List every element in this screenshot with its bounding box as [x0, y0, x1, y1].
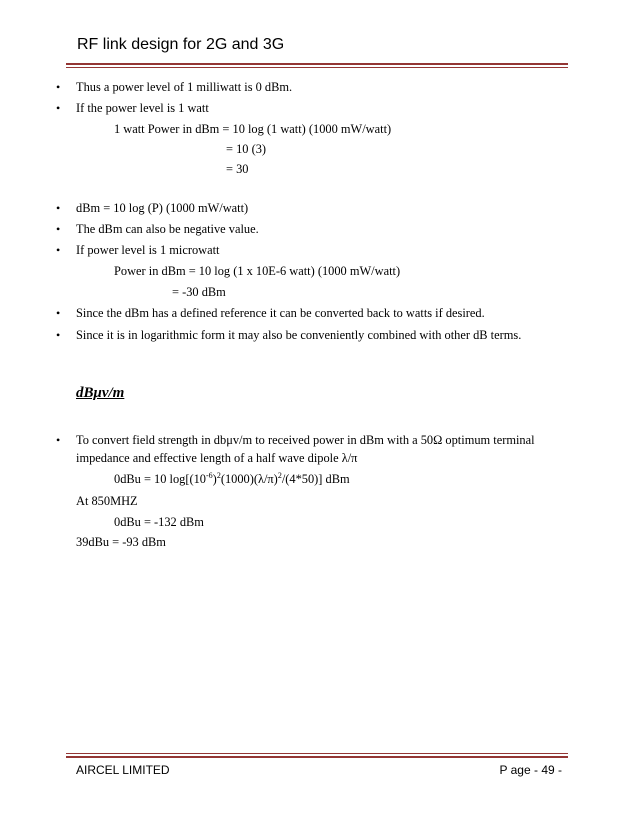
list-item-line1: To convert field strength in dbμv/m to received power in dBm with a 50Ω optimum terminal — [76, 433, 535, 447]
list-item-line2: impedance and effective length of a half wave dipole λ/π — [76, 451, 358, 465]
bullet-icon: • — [56, 101, 61, 115]
formula-part: (1000)(λ/π) — [220, 472, 278, 486]
bullet-icon: • — [56, 222, 61, 236]
list-item: Since it is in logarithmic form it may also be conveniently combined with other dB terms. — [76, 328, 522, 342]
equation-line: = 30 — [226, 162, 249, 176]
formula-part: ) — [212, 472, 217, 486]
list-item: Thus a power level of 1 milliwatt is 0 dBm. — [76, 80, 293, 94]
list-item: If the power level is 1 watt — [76, 101, 209, 115]
formula-part: /(4*50)] dBm — [281, 472, 350, 486]
footer-rule-thin — [66, 753, 568, 754]
equation-line: 1 watt Power in dBm = 10 log (1 watt) (1000 mW/watt) — [114, 122, 392, 136]
bullet-icon: • — [56, 306, 61, 320]
list-item: The dBm can also be negative value. — [76, 222, 259, 236]
formula-superscript: 2 — [216, 470, 221, 480]
equation-line: = -30 dBm — [172, 285, 226, 299]
equation-line: = 10 (3) — [226, 142, 267, 156]
equation-line: Power in dBm = 10 log (1 x 10E-6 watt) (1000 mW/watt) — [114, 264, 401, 278]
list-item: Since the dBm has a defined reference it can be converted back to watts if desired. — [76, 306, 485, 320]
bullet-icon: • — [56, 328, 61, 342]
result-line: 39dBu = -93 dBm — [76, 535, 166, 549]
list-item: If power level is 1 microwatt — [76, 243, 220, 257]
formula-superscript: 2 — [277, 470, 282, 480]
bullet-icon: • — [56, 80, 61, 94]
formula-part: 0dBu = 10 log[(10 — [114, 472, 206, 486]
list-item: dBm = 10 log (P) (1000 mW/watt) — [76, 201, 249, 215]
bullet-icon: • — [56, 243, 61, 257]
page-header-title: RF link design for 2G and 3G — [77, 36, 285, 53]
section-heading: dBμv/m — [76, 385, 125, 401]
formula-superscript: -6 — [206, 470, 213, 480]
footer-rule-thick — [66, 756, 568, 758]
header-rule-thick — [66, 63, 568, 65]
result-line: 0dBu = -132 dBm — [114, 515, 204, 529]
frequency-label: At 850MHZ — [76, 494, 138, 508]
page-number: P age - 49 - — [499, 763, 562, 777]
header-rule-thin — [66, 67, 568, 68]
formula-line — [114, 472, 350, 487]
footer-company: AIRCEL LIMITED — [76, 763, 170, 777]
bullet-icon: • — [56, 433, 61, 447]
bullet-icon: • — [56, 201, 61, 215]
